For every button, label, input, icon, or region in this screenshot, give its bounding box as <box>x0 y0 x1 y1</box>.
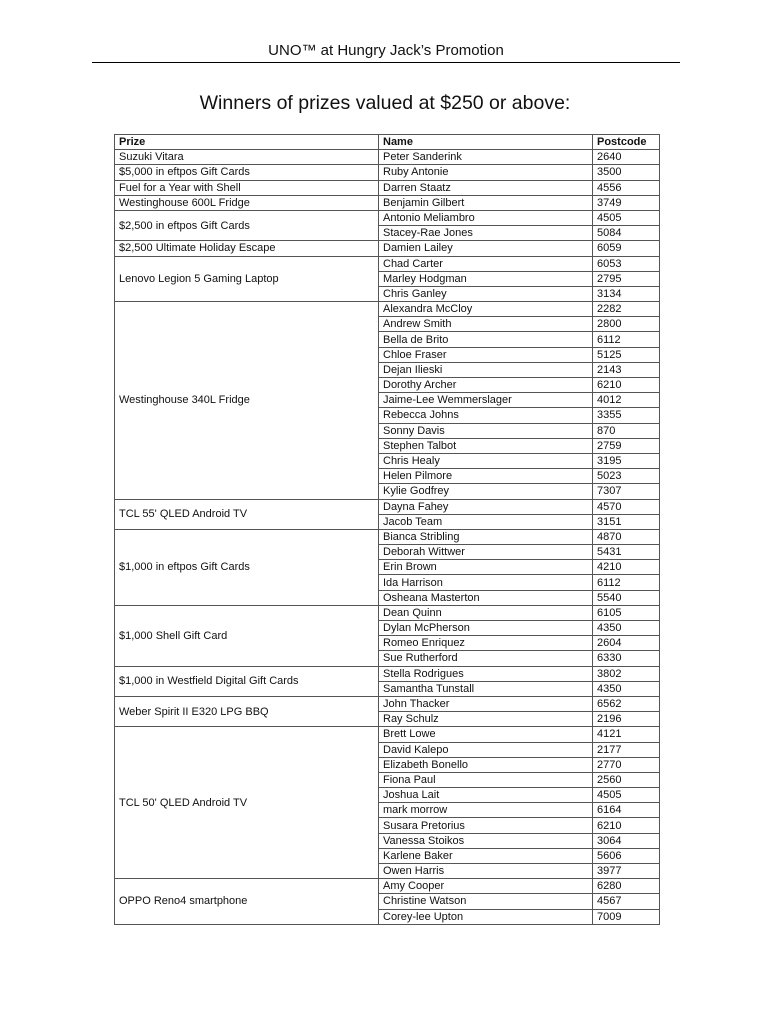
winner-name-cell: Sue Rutherford <box>379 651 593 666</box>
postcode-cell: 4556 <box>593 180 660 195</box>
prize-cell: OPPO Reno4 smartphone <box>115 879 379 925</box>
postcode-cell: 2640 <box>593 150 660 165</box>
postcode-cell: 5084 <box>593 226 660 241</box>
postcode-cell: 3151 <box>593 514 660 529</box>
winner-name-cell: Deborah Wittwer <box>379 545 593 560</box>
postcode-cell: 6210 <box>593 378 660 393</box>
postcode-cell: 2143 <box>593 362 660 377</box>
column-header-prize: Prize <box>115 135 379 150</box>
table-row <box>115 195 660 210</box>
postcode-cell: 2196 <box>593 712 660 727</box>
winner-name-cell: Stacey-Rae Jones <box>379 226 593 241</box>
prize-cell: $1,000 Shell Gift Card <box>115 605 379 666</box>
postcode-cell: 3749 <box>593 195 660 210</box>
winner-name-cell: Ruby Antonie <box>379 165 593 180</box>
prize-cell: Suzuki Vitara <box>115 150 379 165</box>
postcode-cell: 4210 <box>593 560 660 575</box>
winner-name-cell: Fiona Paul <box>379 772 593 787</box>
postcode-cell: 6562 <box>593 696 660 711</box>
winner-name-cell: Helen Pilmore <box>379 469 593 484</box>
postcode-cell: 3134 <box>593 286 660 301</box>
winner-name-cell: Brett Lowe <box>379 727 593 742</box>
postcode-cell: 6112 <box>593 575 660 590</box>
prize-cell: $1,000 in eftpos Gift Cards <box>115 529 379 605</box>
postcode-cell: 3977 <box>593 864 660 879</box>
postcode-cell: 2604 <box>593 636 660 651</box>
prize-cell: TCL 55' QLED Android TV <box>115 499 379 529</box>
winner-name-cell: Antonio Meliambro <box>379 210 593 225</box>
winner-name-cell: Chris Ganley <box>379 286 593 301</box>
winner-name-cell: Owen Harris <box>379 864 593 879</box>
winner-name-cell: Dylan McPherson <box>379 621 593 636</box>
column-header-name: Name <box>379 135 593 150</box>
winner-name-cell: Rebecca Johns <box>379 408 593 423</box>
winner-name-cell: Elizabeth Bonello <box>379 757 593 772</box>
winner-name-cell: Damien Lailey <box>379 241 593 256</box>
prize-cell: $1,000 in Westfield Digital Gift Cards <box>115 666 379 696</box>
winner-name-cell: Samantha Tunstall <box>379 681 593 696</box>
postcode-cell: 3064 <box>593 833 660 848</box>
winner-name-cell: Ray Schulz <box>379 712 593 727</box>
prize-cell: Westinghouse 340L Fridge <box>115 302 379 499</box>
winner-name-cell: Chloe Fraser <box>379 347 593 362</box>
postcode-cell: 6210 <box>593 818 660 833</box>
prize-cell: $2,500 Ultimate Holiday Escape <box>115 241 379 256</box>
winner-name-cell: Amy Cooper <box>379 879 593 894</box>
postcode-cell: 2770 <box>593 757 660 772</box>
winner-name-cell: Chris Healy <box>379 453 593 468</box>
postcode-cell: 2177 <box>593 742 660 757</box>
prize-cell: TCL 50' QLED Android TV <box>115 727 379 879</box>
prize-cell: Westinghouse 600L Fridge <box>115 195 379 210</box>
postcode-cell: 5606 <box>593 848 660 863</box>
postcode-cell: 2800 <box>593 317 660 332</box>
winner-name-cell: Alexandra McCloy <box>379 302 593 317</box>
winner-name-cell: Jaime-Lee Wemmerslager <box>379 393 593 408</box>
winner-name-cell: Darren Staatz <box>379 180 593 195</box>
winner-name-cell: Romeo Enriquez <box>379 636 593 651</box>
table-row <box>115 499 660 514</box>
winner-name-cell: Jacob Team <box>379 514 593 529</box>
postcode-cell: 7009 <box>593 909 660 924</box>
postcode-cell: 4121 <box>593 727 660 742</box>
prize-cell: $5,000 in eftpos Gift Cards <box>115 165 379 180</box>
winner-name-cell: Kylie Godfrey <box>379 484 593 499</box>
table-row <box>115 529 660 544</box>
postcode-cell: 3355 <box>593 408 660 423</box>
postcode-cell: 2282 <box>593 302 660 317</box>
table-row <box>115 241 660 256</box>
postcode-cell: 5125 <box>593 347 660 362</box>
postcode-cell: 4350 <box>593 621 660 636</box>
postcode-cell: 6053 <box>593 256 660 271</box>
postcode-cell: 4505 <box>593 210 660 225</box>
winner-name-cell: Dejan Ilieski <box>379 362 593 377</box>
postcode-cell: 3500 <box>593 165 660 180</box>
postcode-cell: 5023 <box>593 469 660 484</box>
prize-cell: Weber Spirit II E320 LPG BBQ <box>115 696 379 726</box>
winner-name-cell: Dean Quinn <box>379 605 593 620</box>
winner-name-cell: Dayna Fahey <box>379 499 593 514</box>
table-row <box>115 256 660 271</box>
winner-name-cell: Peter Sanderink <box>379 150 593 165</box>
postcode-cell: 4567 <box>593 894 660 909</box>
winner-name-cell: David Kalepo <box>379 742 593 757</box>
winner-name-cell: Ida Harrison <box>379 575 593 590</box>
postcode-cell: 4570 <box>593 499 660 514</box>
table-row <box>115 150 660 165</box>
table-row <box>115 302 660 317</box>
postcode-cell: 3802 <box>593 666 660 681</box>
winner-name-cell: Joshua Lait <box>379 788 593 803</box>
postcode-cell: 2560 <box>593 772 660 787</box>
winner-name-cell: Erin Brown <box>379 560 593 575</box>
winner-name-cell: Corey-lee Upton <box>379 909 593 924</box>
winner-name-cell: Dorothy Archer <box>379 378 593 393</box>
postcode-cell: 4012 <box>593 393 660 408</box>
table-row <box>115 727 660 742</box>
postcode-cell: 4505 <box>593 788 660 803</box>
prize-cell: Fuel for a Year with Shell <box>115 180 379 195</box>
postcode-cell: 6164 <box>593 803 660 818</box>
postcode-cell: 2795 <box>593 271 660 286</box>
document-header: UNO™ at Hungry Jack’s Promotion <box>92 40 680 63</box>
winner-name-cell: Karlene Baker <box>379 848 593 863</box>
winner-name-cell: John Thacker <box>379 696 593 711</box>
postcode-cell: 6059 <box>593 241 660 256</box>
winner-name-cell: Sonny Davis <box>379 423 593 438</box>
winner-name-cell: mark morrow <box>379 803 593 818</box>
table-row <box>115 210 660 225</box>
postcode-cell: 870 <box>593 423 660 438</box>
postcode-cell: 5540 <box>593 590 660 605</box>
table-row <box>115 180 660 195</box>
postcode-cell: 5431 <box>593 545 660 560</box>
winner-name-cell: Christine Watson <box>379 894 593 909</box>
winner-name-cell: Andrew Smith <box>379 317 593 332</box>
postcode-cell: 2759 <box>593 438 660 453</box>
page-title: Winners of prizes valued at $250 or above: <box>199 92 571 114</box>
table-row <box>115 879 660 894</box>
table-row <box>115 666 660 681</box>
winner-name-cell: Bella de Brito <box>379 332 593 347</box>
table-row <box>115 605 660 620</box>
column-header-postcode: Postcode <box>593 135 660 150</box>
winner-name-cell: Benjamin Gilbert <box>379 195 593 210</box>
winner-name-cell: Marley Hodgman <box>379 271 593 286</box>
winner-name-cell: Vanessa Stoikos <box>379 833 593 848</box>
winner-name-cell: Stephen Talbot <box>379 438 593 453</box>
postcode-cell: 4350 <box>593 681 660 696</box>
postcode-cell: 6280 <box>593 879 660 894</box>
winner-name-cell: Osheana Masterton <box>379 590 593 605</box>
table-header-row <box>115 135 660 150</box>
winner-name-cell: Stella Rodrigues <box>379 666 593 681</box>
postcode-cell: 7307 <box>593 484 660 499</box>
table-row <box>115 165 660 180</box>
postcode-cell: 3195 <box>593 453 660 468</box>
winners-table <box>114 134 660 925</box>
prize-cell: $2,500 in eftpos Gift Cards <box>115 210 379 240</box>
winner-name-cell: Chad Carter <box>379 256 593 271</box>
prize-cell: Lenovo Legion 5 Gaming Laptop <box>115 256 379 302</box>
postcode-cell: 6112 <box>593 332 660 347</box>
postcode-cell: 4870 <box>593 529 660 544</box>
winner-name-cell: Bianca Stribling <box>379 529 593 544</box>
postcode-cell: 6105 <box>593 605 660 620</box>
table-row <box>115 696 660 711</box>
postcode-cell: 6330 <box>593 651 660 666</box>
winners-table-body <box>115 150 660 925</box>
winner-name-cell: Susara Pretorius <box>379 818 593 833</box>
